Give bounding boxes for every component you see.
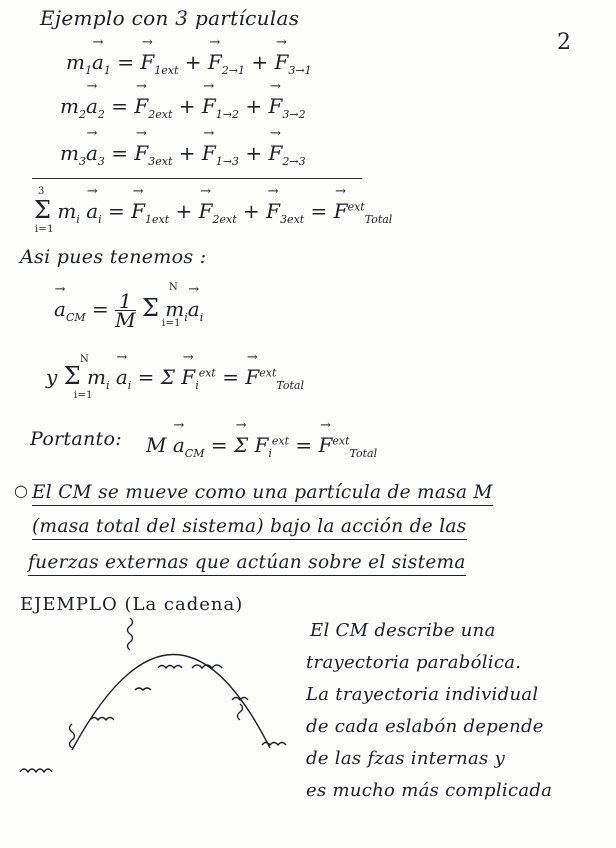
parabolic-trajectory [72,654,270,750]
statement-line-3: fuerzas externas que actúan sobre el sistema [28,552,466,576]
y-lower-limit: i=1 [74,390,93,401]
page-title: Ejemplo con 3 partículas [40,6,300,30]
chain-coil-2 [70,724,75,748]
chain-coil-5 [135,688,151,690]
sum-lower-limit: i=1 [35,224,54,235]
description-line-2: trayectoria parabólica. [306,652,522,673]
description-line-5: de las fzas internas y [306,748,506,769]
chain-coil-3 [90,718,114,721]
statement-line-2: (masa total del sistema) bajo la acción de las [32,516,467,540]
bullet-icon: ○ [14,481,29,500]
portanto-equation: $M \to a_{CM}$ = → Σ $F_i^{ext}$ = → $F^{ext}_{Total}$ [146,433,377,460]
sum-equation: Σ $m_i \to a_i$ = → $F_{1ext}$ + → $F_{2ext}$ + → $F_{3ext}$ = → $F^{ext}_{Total}$ [34,196,392,226]
chain-coil-1 [20,769,52,772]
portanto-label: Portanto: [30,428,122,450]
statement-line-1: El CM se mueve como una partícula de masa M [32,482,493,506]
chain-coil-10 [262,743,286,746]
acm-equation: → $a_{CM}$ = $\frac{1}{M}$ Σ $m_i\to a_i$ [54,292,203,329]
y-upper-limit: N [80,354,90,365]
example-title: EJEMPLO (La cadena) [20,594,244,615]
chain-coil-4 [128,618,133,650]
equation-particle-2: $m_2\to a_2$ = → $F_{2ext}$ + → $F_{1\to 2}$ + → $F_{3\to 2}$ [60,94,306,121]
acm-lower-limit: i=1 [162,318,181,329]
sum-upper-limit: 3 [38,186,45,197]
equation-particle-3: $m_3\to a_3$ = → $F_{3ext}$ + → $F_{1\to 3}$ + → $F_{2\to 3}$ [60,141,306,168]
page-number: 2 [557,30,572,55]
description-line-1: El CM describe una [310,620,496,641]
acm-upper-limit: N [169,282,179,293]
description-line-6: es mucho más complicada [306,780,553,801]
chain-coil-9 [238,704,243,720]
asi-pues-text: Asi pues tenemos : [20,246,207,268]
description-line-4: de cada eslabón depende [306,716,544,737]
equation-particle-1: $m_1\to a_1$ = → $F_{1ext}$ + → $F_{2\to 1}$ + → $F_{3\to 1}$ [66,50,312,77]
description-line-3: La trayectoria individual [306,684,539,705]
chain-coil-7 [192,665,222,668]
chain-coil-6 [158,666,182,669]
y-equation: y Σ $m_i \to a_i = \Sigma \to F_i^{ext}$ = → $F^{ext}_{Total}$ [46,362,304,392]
